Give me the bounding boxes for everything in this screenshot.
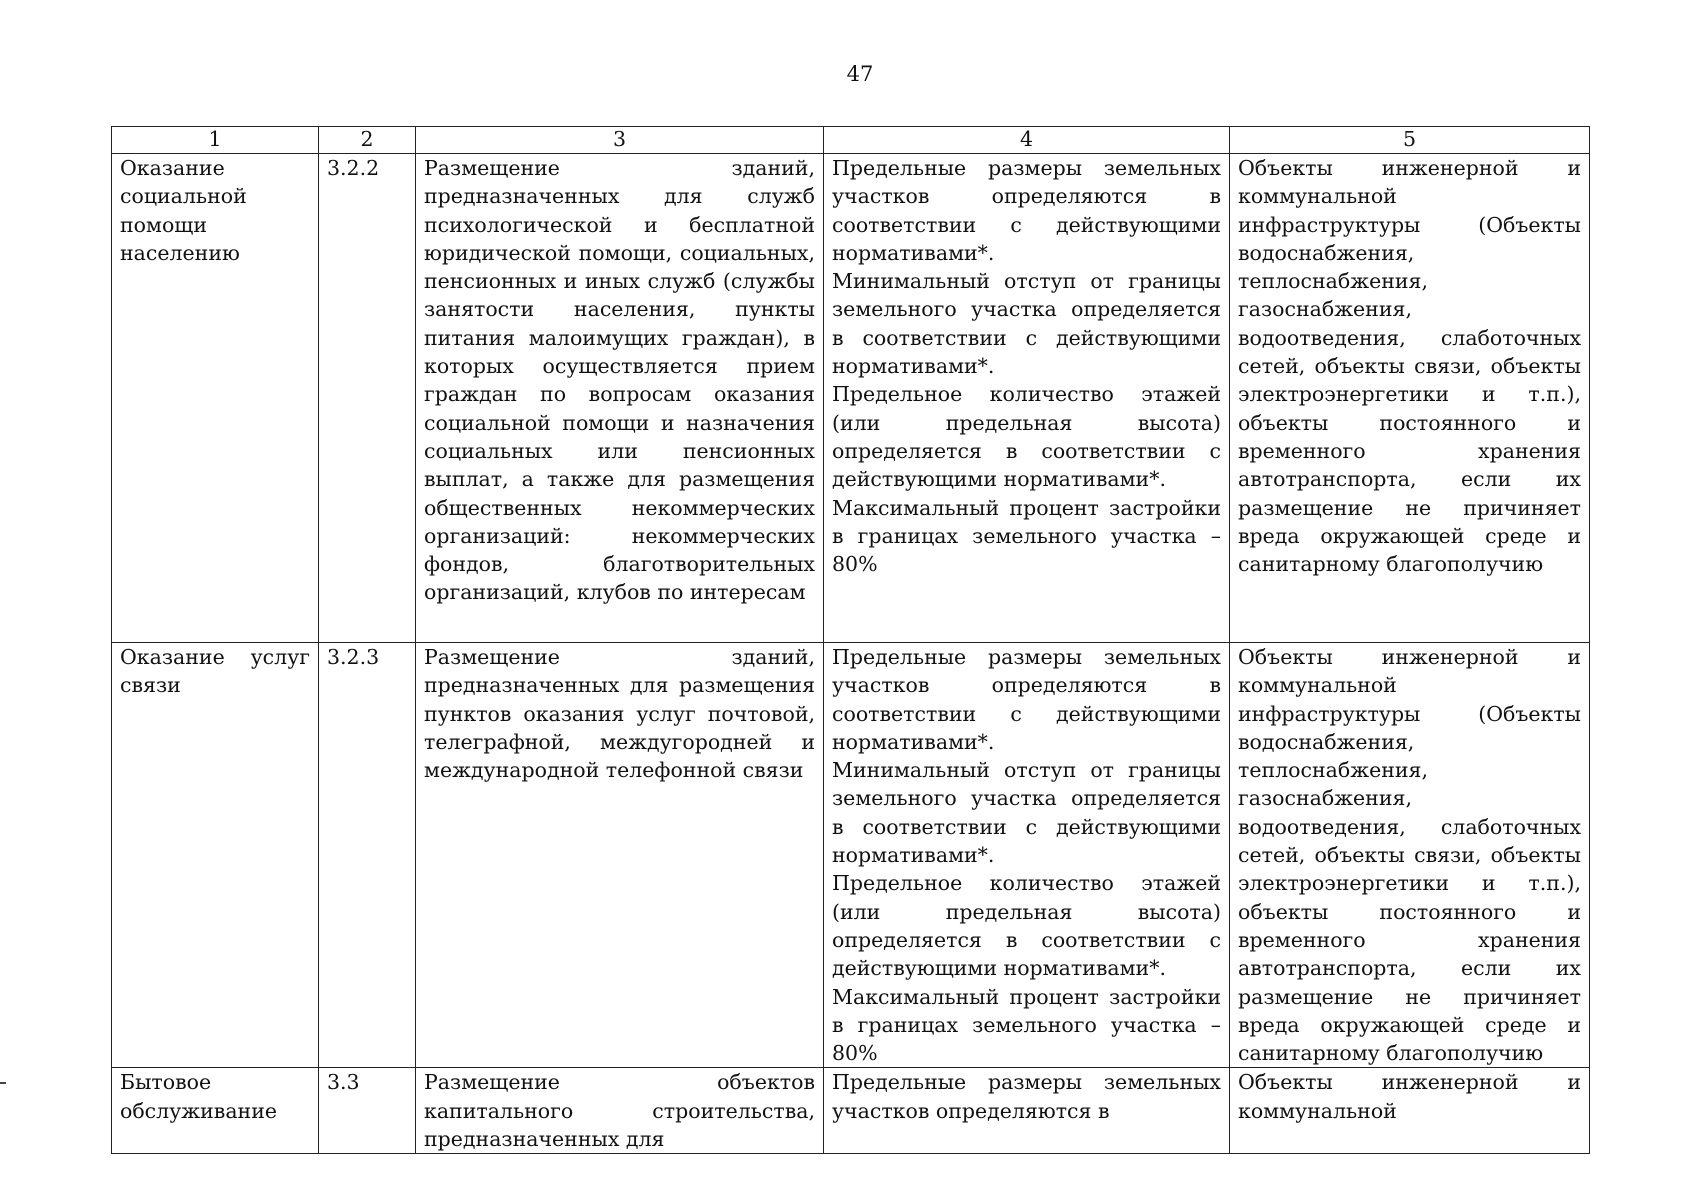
parameter-setback: Минимальный отступ от границы земельного участка определяется в соответствии с действующими нормативами*. [832,269,1221,379]
table-row [112,154,1590,643]
use-type-code: 3.2.3 [319,643,416,1068]
parameter-plot-size: Предельные размеры земельных участков определяются в соответствии с действующими нормативами*. [832,156,1221,265]
page-number: 47 [846,62,874,86]
parameter-coverage: Максимальный процент застройки в границах земельного участка – 80% [832,495,1221,577]
column-header-5: 5 [1230,127,1590,154]
use-type-description: Размещение объектов капитального строительства, предназначенных для [416,1068,824,1154]
column-header-3: 3 [416,127,824,154]
use-type-description: Размещение зданий, предназначенных для служб психологической и бесплатной юридической помощи, социальных, пенсионных и иных служб (службы занятости населения, пункты питания малоимущих граждан), в которых осуществляется прием граждан по вопросам оказания социальной помощи и назначения социальных или пенсионных выплат, а также для размещения общественных некоммерческих организаций: некоммерческих фондов, благотворительных организаций, клубов по интересам [416,154,824,643]
auxiliary-uses: Объекты инженерной и коммунальной инфраструктуры (Объекты водоснабжения, теплоснабжения, газоснабжения, водоотведения, слаботочных сетей, объекты связи, объекты электроэнергетики и т.п.), объекты постоянного и временного хранения автотранспорта, если их размещение не причиняет вреда окружающей среде и санитарному благополучию [1230,154,1590,643]
use-type-parameters: Предельные размеры земельных участков определяются в [824,1068,1230,1154]
use-type-parameters [824,154,1230,643]
use-type-name: Бытовое обслуживание [112,1068,319,1154]
column-header-4: 4 [824,127,1230,154]
use-type-description: Размещение зданий, предназначенных для размещения пунктов оказания услуг почтовой, телеграфной, междугородней и международной телефонной связи [416,643,824,1068]
auxiliary-uses: Объекты инженерной и коммунальной инфраструктуры (Объекты водоснабжения, теплоснабжения, газоснабжения, водоотведения, слаботочных сетей, объекты связи, объекты электроэнергетики и т.п.), объекты постоянного и временного хранения автотранспорта, если их размещение не причиняет вреда окружающей среде и санитарному благополучию [1230,643,1590,1068]
parameter-plot-size: Предельные размеры земельных участков определяются в соответствии с действующими нормативами*. [832,645,1221,754]
header-row [112,127,1590,154]
land-use-table [111,126,1590,1154]
parameter-floors: Предельное количество этажей (или предельная высота) определяется в соответствии с действующими нормативами*. [832,382,1221,492]
table-row [112,643,1590,1068]
column-header-2: 2 [319,127,416,154]
auxiliary-uses: Объекты инженерной и коммунальной [1230,1068,1590,1154]
use-type-code: 3.3 [319,1068,416,1154]
use-type-name: Оказание услуг связи [112,643,319,1068]
scan-margin-mark [0,1082,6,1084]
parameter-coverage: Максимальный процент застройки в границах земельного участка – 80% [832,984,1221,1066]
use-type-name: Оказание социальной помощи населению [112,154,319,643]
parameter-setback: Минимальный отступ от границы земельного участка определяется в соответствии с действующими нормативами*. [832,758,1221,868]
parameter-floors: Предельное количество этажей (или предельная высота) определяется в соответствии с действующими нормативами*. [832,871,1221,981]
use-type-parameters [824,643,1230,1068]
column-header-1: 1 [112,127,319,154]
table-row [112,1068,1590,1154]
use-type-code: 3.2.2 [319,154,416,643]
